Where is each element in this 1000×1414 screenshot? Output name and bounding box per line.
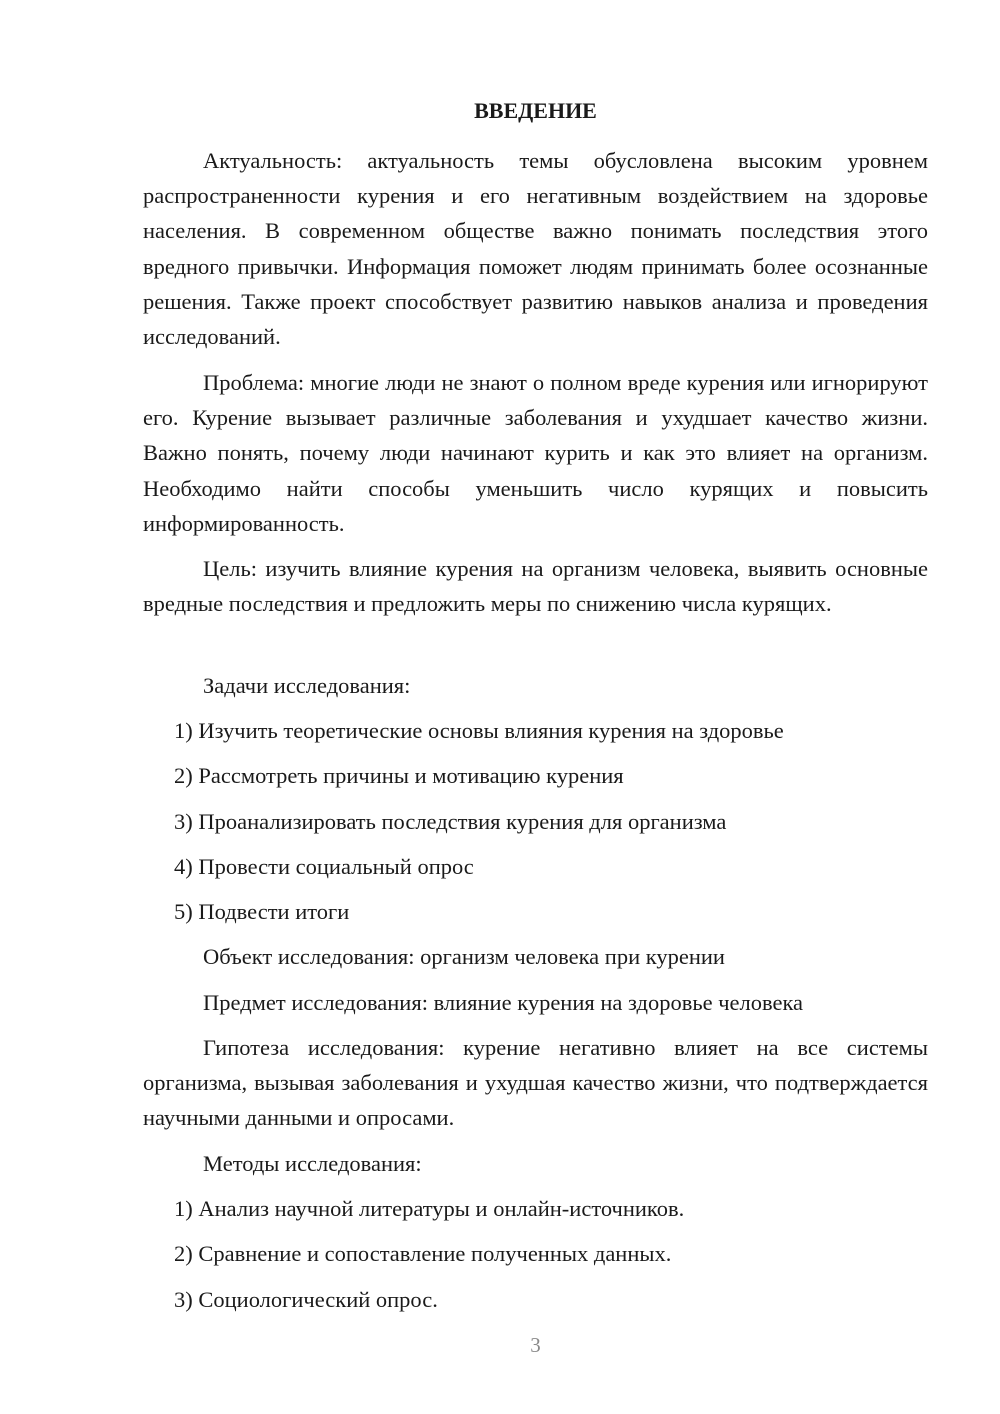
task-item-2: 2) Рассмотреть причины и мотивацию курения bbox=[174, 763, 624, 788]
task-item-1: 1) Изучить теоретические основы влияния курения на здоровье bbox=[174, 718, 784, 743]
task-item-4: 4) Провести социальный опрос bbox=[174, 854, 474, 879]
relevance-paragraph: Актуальность: актуальность темы обусловлена высоким уровнем распространенности курения и его негативным воздействием на здоровье населения. В современном обществе важно понимать последствия этого вредного привычки. Информация поможет людям принимать более осознанные решения. Также проект способствует развитию навыков анализа и проведения исследований. bbox=[143, 148, 928, 350]
problem-paragraph: Проблема: многие люди не знают о полном вреде курения или игнорируют его. Курение вызывает различные заболевания и ухудшает качество жизни. Важно понять, почему люди начинают курить и как это влияет на организм. Необходимо найти способы уменьшить число курящих и повысить информированность. bbox=[143, 370, 928, 536]
task-item-3: 3) Проанализировать последствия курения для организма bbox=[174, 809, 727, 834]
research-object: Объект исследования: организм человека при курении bbox=[203, 944, 725, 969]
hypothesis-paragraph: Гипотеза исследования: курение негативно влияет на все системы организма, вызывая заболевания и ухудшая качество жизни, что подтверждается научными данными и опросами. bbox=[143, 1035, 928, 1131]
goal-paragraph: Цель: изучить влияние курения на организм человека, выявить основные вредные последствия и предложить меры по снижению числа курящих. bbox=[143, 556, 928, 617]
method-item-1: 1) Анализ научной литературы и онлайн-источников. bbox=[174, 1196, 685, 1221]
method-item-2: 2) Сравнение и сопоставление полученных данных. bbox=[174, 1241, 672, 1266]
methods-heading: Методы исследования: bbox=[203, 1151, 422, 1176]
tasks-heading: Задачи исследования: bbox=[203, 673, 411, 698]
page-number: 3 bbox=[530, 1333, 541, 1357]
method-item-3: 3) Социологический опрос. bbox=[174, 1287, 438, 1312]
task-item-5: 5) Подвести итоги bbox=[174, 899, 350, 924]
section-title: ВВЕДЕНИЕ bbox=[474, 98, 597, 123]
research-subject: Предмет исследования: влияние курения на здоровье человека bbox=[203, 990, 804, 1015]
document-page bbox=[143, 0, 928, 1414]
